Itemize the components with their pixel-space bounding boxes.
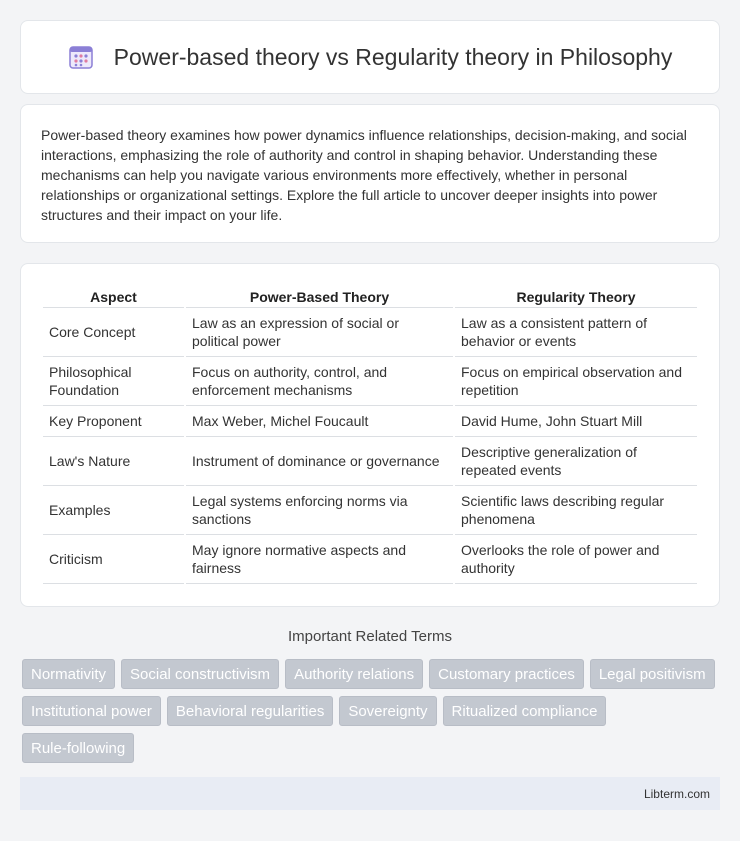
table-cell: Focus on empirical observation and repetition — [455, 357, 697, 406]
related-term-tag[interactable]: Legal positivism — [590, 659, 715, 689]
related-term-tag[interactable]: Authority relations — [285, 659, 423, 689]
table-cell: Key Proponent — [43, 406, 184, 437]
table-row — [43, 535, 697, 584]
comparison-table — [41, 284, 699, 584]
header-card — [20, 20, 720, 94]
table-header-regularity: Regularity Theory — [455, 284, 697, 308]
related-term-tag[interactable]: Ritualized compliance — [443, 696, 607, 726]
table-cell: Law as an expression of social or political power — [186, 308, 453, 357]
comparison-table-card — [20, 263, 720, 607]
related-term-tag[interactable]: Customary practices — [429, 659, 584, 689]
table-cell: Legal systems enforcing norms via sanctions — [186, 486, 453, 535]
table-header-aspect: Aspect — [43, 284, 184, 308]
table-cell: Law as a consistent pattern of behavior or events — [455, 308, 697, 357]
table-header-row — [43, 284, 697, 308]
table-cell: David Hume, John Stuart Mill — [455, 406, 697, 437]
intro-card — [20, 104, 720, 243]
table-header-power: Power-Based Theory — [186, 284, 453, 308]
table-cell: Criticism — [43, 535, 184, 584]
table-cell: Examples — [43, 486, 184, 535]
table-cell: Instrument of dominance or governance — [186, 437, 453, 486]
related-term-tag[interactable]: Rule-following — [22, 733, 134, 763]
related-term-tag[interactable]: Institutional power — [22, 696, 161, 726]
related-terms-list — [22, 659, 722, 770]
table-row — [43, 486, 697, 535]
footer-site-link[interactable]: Libterm.com — [643, 786, 710, 801]
related-term-tag[interactable]: Normativity — [22, 659, 115, 689]
calendar-grid-icon — [68, 44, 94, 70]
table-cell: Max Weber, Michel Foucault — [186, 406, 453, 437]
table-cell: Descriptive generalization of repeated events — [455, 437, 697, 486]
table-cell: May ignore normative aspects and fairness — [186, 535, 453, 584]
table-cell: Scientific laws describing regular phenomena — [455, 486, 697, 535]
page-title: Power-based theory vs Regularity theory in Philosophy — [113, 43, 673, 70]
intro-text: Power-based theory examines how power dynamics influence relationships, decision-making, and social interactions, emphasizing the role of authority and control in shaping behavior. Understanding these mechanisms can help you navigate various environments more effectively, whether in personal relationships or organizational settings. Explore the full article to uncover deeper insights into power structures and their impact on your life. — [41, 127, 687, 223]
table-row — [43, 308, 697, 357]
table-cell: Focus on authority, control, and enforcement mechanisms — [186, 357, 453, 406]
table-row — [43, 357, 697, 406]
table-cell: Core Concept — [43, 308, 184, 357]
related-term-tag[interactable]: Sovereignty — [339, 696, 436, 726]
table-cell: Overlooks the role of power and authority — [455, 535, 697, 584]
table-cell: Law's Nature — [43, 437, 184, 486]
table-row — [43, 406, 697, 437]
related-terms-title: Important Related Terms — [288, 628, 452, 645]
related-term-tag[interactable]: Behavioral regularities — [167, 696, 333, 726]
footer — [20, 777, 720, 810]
table-row — [43, 437, 697, 486]
related-term-tag[interactable]: Social constructivism — [121, 659, 279, 689]
table-cell: Philosophical Foundation — [43, 357, 184, 406]
